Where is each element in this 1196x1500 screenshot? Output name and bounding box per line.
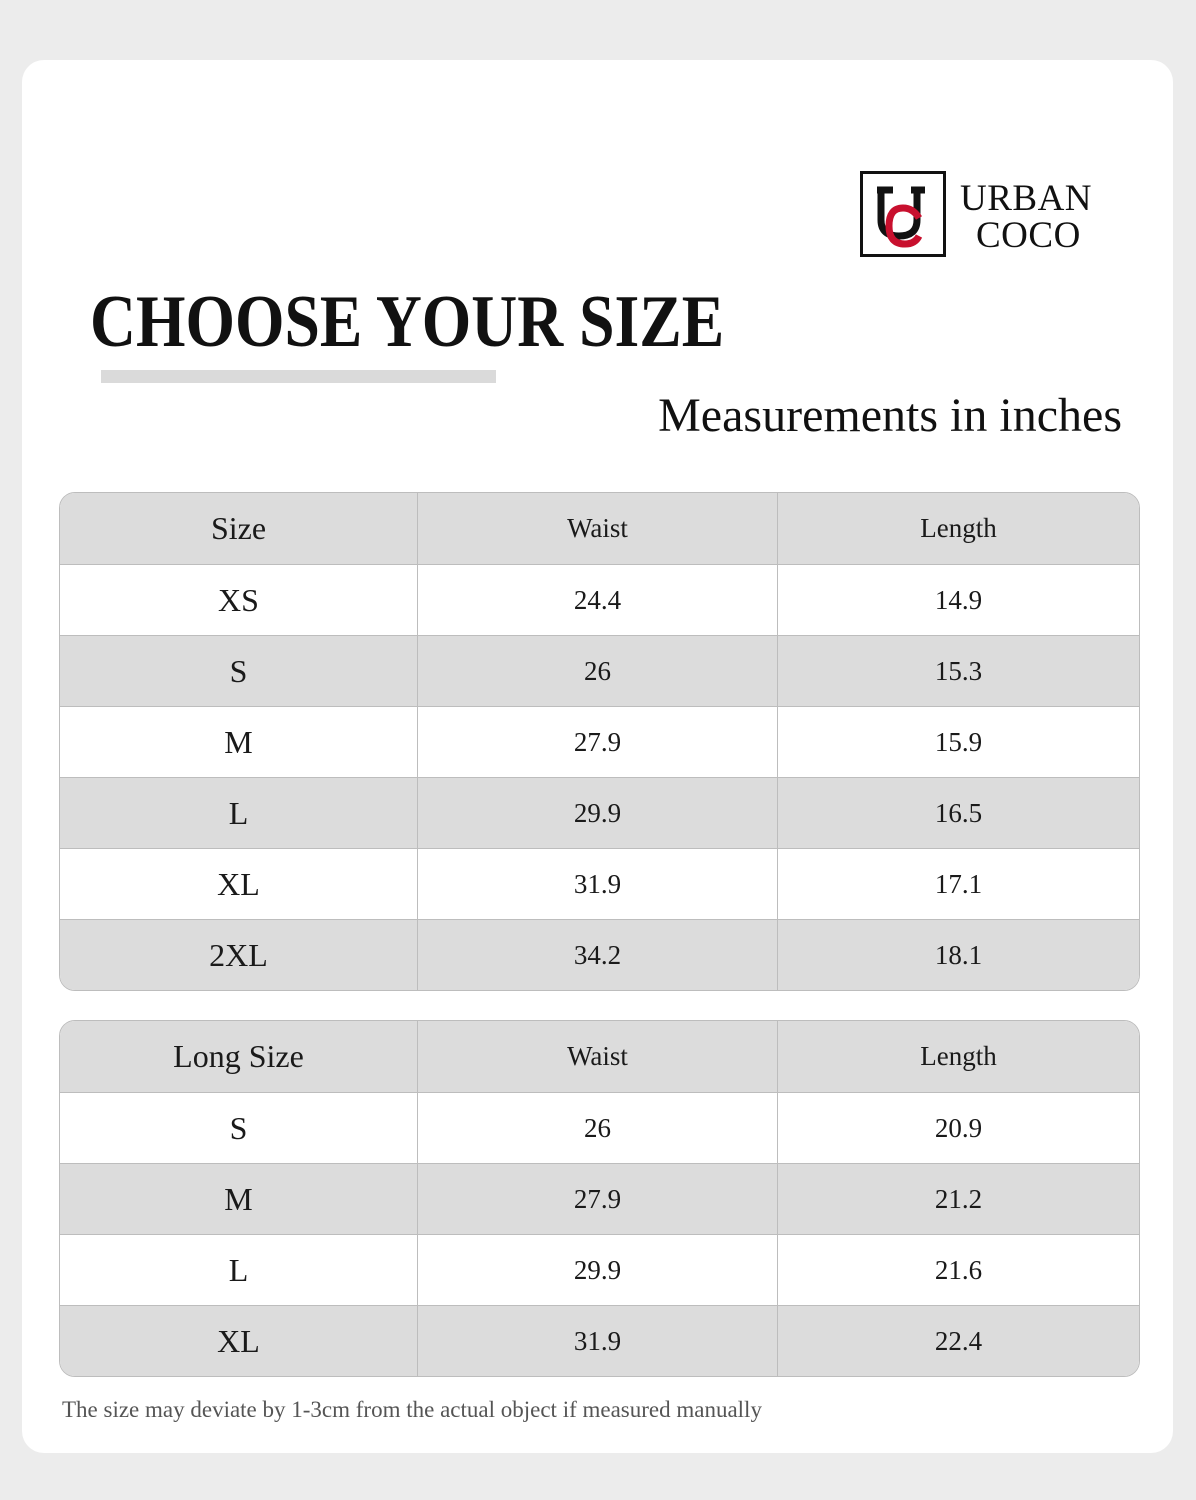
length-cell: 21.2 [778, 1164, 1139, 1235]
long-size-table [59, 1020, 1140, 1377]
length-cell: 15.3 [778, 636, 1139, 707]
length-cell: 15.9 [778, 707, 1139, 778]
table-row [60, 565, 1139, 636]
waist-cell: 29.9 [418, 778, 778, 849]
table-row [60, 920, 1139, 990]
waist-cell: 31.9 [418, 1306, 778, 1376]
table-row [60, 849, 1139, 920]
table-row [60, 1235, 1139, 1306]
size-cell: M [60, 707, 418, 778]
table-row [60, 1164, 1139, 1235]
size-cell: 2XL [60, 920, 418, 990]
table-row [60, 1306, 1139, 1376]
page-title: CHOOSE YOUR SIZE [90, 281, 725, 363]
size-cell: L [60, 778, 418, 849]
column-header-size: Size [60, 493, 418, 565]
table-row [60, 707, 1139, 778]
regular-size-table [59, 492, 1140, 991]
measurement-disclaimer: The size may deviate by 1-3cm from the actual object if measured manually [62, 1397, 762, 1422]
length-cell: 20.9 [778, 1093, 1139, 1164]
column-header-length: Length [778, 493, 1139, 565]
column-header-waist: Waist [418, 493, 778, 565]
length-cell: 17.1 [778, 849, 1139, 920]
size-cell: XL [60, 849, 418, 920]
size-cell: XL [60, 1306, 418, 1376]
waist-cell: 27.9 [418, 1164, 778, 1235]
size-cell: L [60, 1235, 418, 1306]
size-cell: M [60, 1164, 418, 1235]
brand-word-urban: URBAN [960, 178, 1093, 219]
column-header-length: Length [778, 1021, 1139, 1093]
size-cell: S [60, 1093, 418, 1164]
waist-cell: 26 [418, 1093, 778, 1164]
length-cell: 14.9 [778, 565, 1139, 636]
table-header-row [60, 1021, 1139, 1093]
table-row [60, 636, 1139, 707]
waist-cell: 34.2 [418, 920, 778, 990]
waist-cell: 26 [418, 636, 778, 707]
column-header-long-size: Long Size [60, 1021, 418, 1093]
waist-cell: 31.9 [418, 849, 778, 920]
table-row [60, 1093, 1139, 1164]
size-cell: S [60, 636, 418, 707]
length-cell: 21.6 [778, 1235, 1139, 1306]
length-cell: 18.1 [778, 920, 1139, 990]
measurement-unit-subtitle: Measurements in inches [658, 389, 1122, 442]
size-cell: XS [60, 565, 418, 636]
title-underline-bar [101, 370, 496, 383]
uc-monogram-logo [860, 171, 946, 257]
length-cell: 16.5 [778, 778, 1139, 849]
waist-cell: 27.9 [418, 707, 778, 778]
waist-cell: 29.9 [418, 1235, 778, 1306]
waist-cell: 24.4 [418, 565, 778, 636]
table-row [60, 778, 1139, 849]
table-header-row [60, 493, 1139, 565]
brand-word-coco: COCO [976, 215, 1081, 256]
column-header-waist: Waist [418, 1021, 778, 1093]
length-cell: 22.4 [778, 1306, 1139, 1376]
